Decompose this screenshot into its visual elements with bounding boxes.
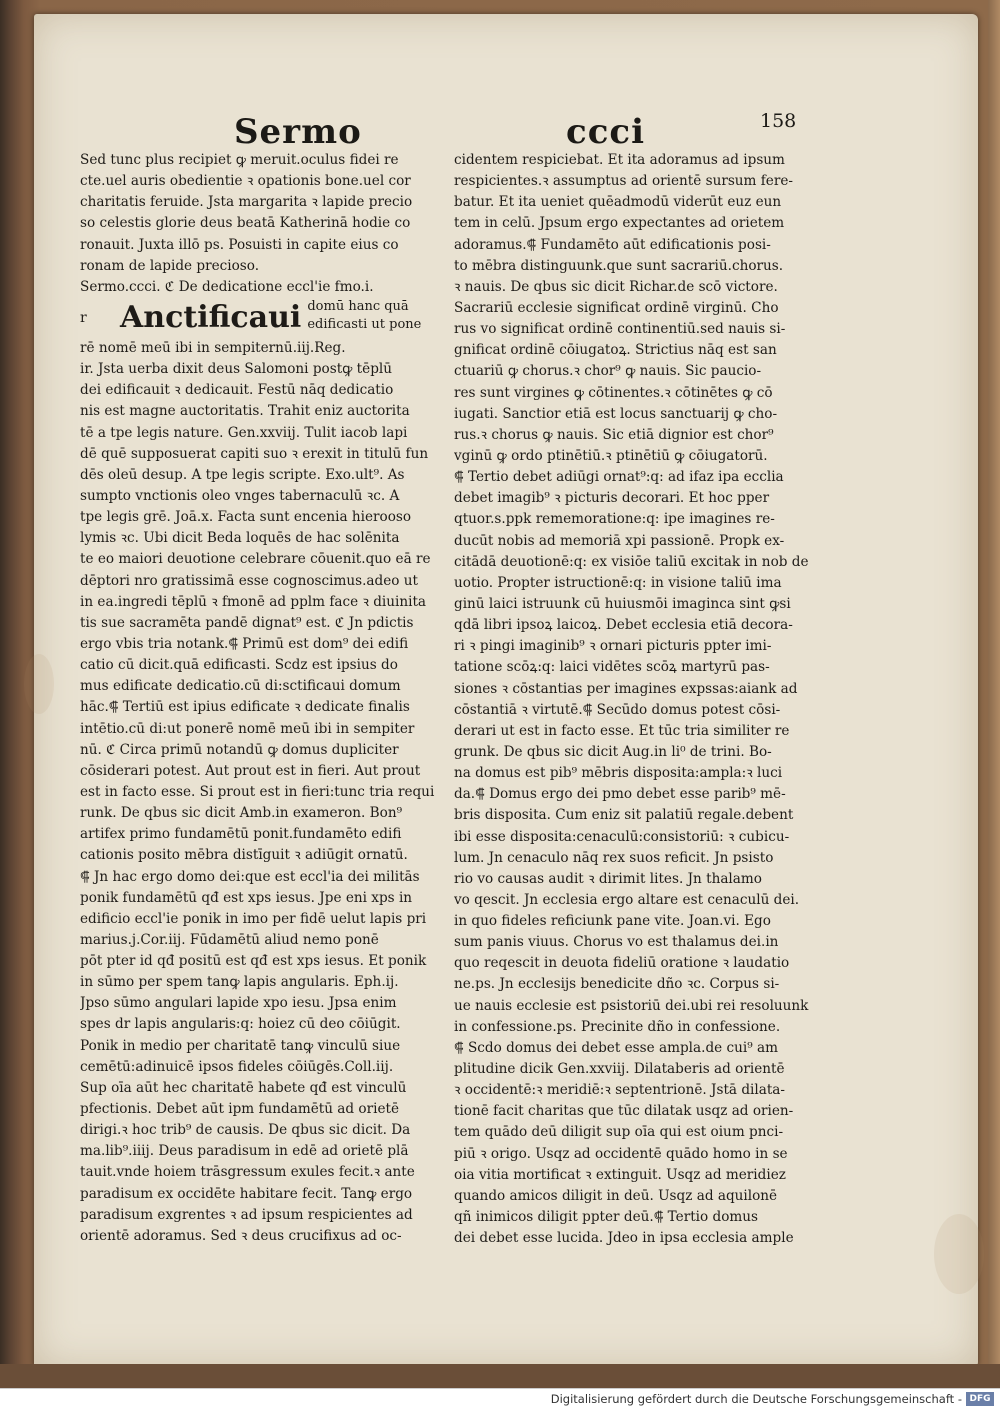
initial-continuation-line-2: edificasti ut pone [307, 316, 422, 332]
text-line: spes dr lapis angularis:q: hoiez cū deo cōiūgit. [80, 1016, 401, 1033]
text-line: batur. Et ita ueniet quēadmodū viderūt euz eun [454, 194, 782, 211]
right-column [454, 150, 810, 1249]
text-line: debet imagib⁹ ꝛ picturis decorari. Et hoc pper [454, 490, 770, 507]
text-line: tem in celū. Jpsum ergo expectantes ad orietem [454, 215, 785, 232]
dfg-logo: DFG [966, 1392, 994, 1406]
text-line: qdā libri ipsoꝝ laicoꝝ. Debet ecclesia etiā decora- [454, 617, 793, 634]
text-line: dei debet esse lucida. Jdeo in ipsa ecclesia ample [454, 1230, 794, 1247]
text-line: adoramus.⸿ Fundamēto aūt edificationis posi- [454, 236, 771, 253]
text-line: orientē adoramus. Sed ꝛ deus crucifixus ad oc- [80, 1227, 402, 1244]
text-line: vo qescit. Jn ecclesia ergo altare est cenaculū dei. [454, 891, 800, 908]
text-line: runk. De qbus sic dicit Amb.in exameron. Bon⁹ [80, 805, 403, 822]
text-line: tem quādo deū diligit sup oīa qui est oium pnci- [454, 1124, 784, 1141]
text-line: in ea.ingredi tēplū ꝛ fmonē ad pplm face ꝛ diuinita [80, 593, 427, 610]
text-line: ⸿ Scdo domus dei debet esse ampla.de cui⁹ am [454, 1039, 778, 1056]
left-column [80, 150, 450, 1247]
text-line: dē quē supposuerat capiti suo ꝛ erexit in titulū fun [80, 445, 429, 462]
text-line: Sermo.ccci. ℭ De dedicatione eccl'ie fmo.i. [80, 278, 374, 295]
text-line: cte.uel auris obedientie ꝛ opationis bone.uel cor [80, 173, 411, 190]
text-line: mus edificate dedicatio.cū di:sctificaui domum [80, 678, 401, 695]
text-line: rio vo causas audit ꝛ dirimit lites. Jn thalamo [454, 870, 762, 887]
text-line: tpe legis grē. Joā.x. Facta sunt encenia hierooso [80, 509, 412, 526]
folio-number: 158 [760, 110, 797, 132]
text-line: paradisum exgrentes ꝛ ad ipsum respicientes ad [80, 1206, 413, 1223]
initial-guide-letter: r [80, 309, 87, 326]
text-line: dirigi.ꝛ hoc trib⁹ de causis. De qbus sic dicit. Da [80, 1122, 411, 1139]
running-title: Sermo [234, 112, 362, 152]
text-line: dēs oleū desup. A tpe legis scripte. Exo.ult⁹. As [80, 466, 405, 483]
text-line: piū ꝛ origo. Usqz ad occidentē quādo homo in se [454, 1145, 788, 1162]
text-line: ponik fundamētū qđ est xps iesus. Jpe eni xps in [80, 889, 413, 906]
text-line: ergo vbis tria notank.⸿ Primū est dom⁹ dei edifi [80, 635, 409, 652]
text-line: ctuariū ꝙ chorus.ꝛ chor⁹ ꝙ nauis. Sic paucio- [454, 363, 762, 380]
text-line: vginū ꝙ ordo ptinētiū.ꝛ ptinētiū ꝙ cōiugatorū. [454, 447, 768, 464]
text-line: ⸿ Jn hac ergo domo dei:que est eccl'ia dei militās [80, 868, 420, 885]
text-line: Jpso sūmo angulari lapide xpo iesu. Jpsa enim [80, 995, 397, 1012]
initial-continuation-line-1: domū hanc quā [307, 298, 409, 314]
text-line: respicientes.ꝛ assumptus ad orientē sursum fere- [454, 173, 793, 190]
text-line: iugati. Sanctior etiā est locus sanctuarij ꝙ cho- [454, 405, 778, 422]
text-line: Sup oīa aūt hec charitatē habete qđ est vinculū [80, 1079, 407, 1096]
text-line: pfectionis. Debet aūt ipm fundamētū ad orietē [80, 1101, 400, 1118]
text-line: te eo maiori deuotione celebrare cōuenit.quo eā re [80, 551, 431, 568]
text-line: cemētū:adinuicē ipsos fideles cōiūgēs.Coll.iij. [80, 1058, 394, 1075]
text-line: lymis ꝛc. Ubi dicit Beda loquēs de hac solēnita [80, 530, 400, 547]
text-line: ue nauis ecclesie est psistoriū dei.ubi rei resoluunk [454, 997, 809, 1014]
text-line: sumpto vnctionis oleo vnges tabernaculū ꝛc. A [80, 487, 400, 504]
text-line: to mēbra distinguunk.que sunt sacrariū.chorus. [454, 257, 784, 274]
text-line: hāc.⸿ Tertiū est ipius edificate ꝛ dedicate finalis [80, 699, 410, 716]
text-line: derari ut est in facto esse. Et tūc tria similiter re [454, 722, 790, 739]
text-line: tauit.vnde hoiem trāsgressum exules fecit.ꝛ ante [80, 1164, 415, 1181]
text-line: qñ inimicos diligit ppter deū.⸿ Tertio domus [454, 1209, 759, 1226]
text-line: res sunt virgines ꝙ cōtinentes.ꝛ cōtinētes ꝙ cō [454, 384, 773, 401]
text-line: ir. Jsta uerba dixit deus Salomoni postꝙ tēplū [80, 361, 392, 378]
text-line: cōsiderari potest. Aut prout est in fieri. Aut prout [80, 762, 421, 779]
text-line: dēptori nro gratissimā esse cognoscimus.adeo ut [80, 572, 419, 589]
text-line: rē nomē meū ibi in sempiternū.iij.Reg. [80, 339, 346, 356]
text-line: tis sue sacramēta pandē dignat⁹ est. ℭ Jn pdictis [80, 614, 414, 631]
sermon-number: ccci [566, 112, 646, 152]
text-line: ma.lib⁹.iiij. Deus paradisum in edē ad orietē plā [80, 1143, 409, 1160]
text-line: charitatis feruide. Jsta margarita ꝛ lapide precio [80, 194, 413, 211]
text-line: rus vo significat ordinē continentiū.sed nauis si- [454, 321, 786, 338]
text-line: ronauit. Juxta illō ps. Posuisti in capite eius co [80, 236, 399, 253]
text-line: ꝛ occidentē:ꝛ meridiē:ꝛ septentrionē. Jstā dilata- [454, 1082, 785, 1099]
text-line: cōstantiā ꝛ virtutē.⸿ Secūdo domus potest cōsi- [454, 701, 781, 718]
text-line: artifex primo fundamētū ponit.fundamēto edifi [80, 826, 402, 843]
text-line: Sacrariū ecclesie significat ordinē virginū. Cho [454, 299, 779, 316]
text-line: in quo fideles reficiunk pane vite. Joan.vi. Ego [454, 913, 771, 930]
text-line: Ponik in medio per charitatē tanꝙ vinculū siue [80, 1037, 401, 1054]
decorated-initial-line [80, 298, 450, 338]
text-line: grunk. De qbus sic dicit Aug.in li⁰ de trini. Bo- [454, 743, 772, 760]
text-line: siones ꝛ cōstantias per imagines expssas:aiank ad [454, 680, 798, 697]
text-line: sum panis viuus. Chorus vo est thalamus dei.in [454, 934, 779, 951]
text-line: so celestis glorie deus beatā Katherinā hodie co [80, 215, 411, 232]
initial-continuation [307, 298, 421, 334]
text-line: ne.ps. Jn ecclesijs benedicite dño ꝛc. Corpus si- [454, 976, 780, 993]
text-line: plitudine dicik Gen.xxviij. Dilataberis ad orientē [454, 1061, 785, 1078]
text-line: ⸿ Tertio debet adiūgi ornat⁹:q: ad ifaz ipa ecclia [454, 469, 784, 486]
left-column-top-lines [80, 150, 450, 298]
text-line: catio cū dicit.quā edificasti. Scdz est ipsius do [80, 657, 398, 674]
decorated-initial-word: Anctificaui [120, 299, 302, 335]
text-line: ducūt nobis ad memoriā xpi passionē. Propk ex- [454, 532, 785, 549]
text-line: tatione scōꝝ:q: laici vidētes scōꝝ martyrū pas- [454, 659, 770, 676]
text-line: pōt pter id qđ positū est qđ est xps iesus. Et ponik [80, 953, 427, 970]
text-line: cationis posito mēbra distīguit ꝛ adiūgit ornatū. [80, 847, 408, 864]
text-line: tē a tpe legis nature. Gen.xxviij. Tulit iacob lapi [80, 424, 408, 441]
text-line: gnificat ordinē cōiugatoꝝ. Strictius nāq est san [454, 342, 777, 359]
text-line: citādā deuotionē:q: ex visiōe taliū excitak in nob de [454, 553, 809, 570]
text-line: marius.j.Cor.iij. Fūdamētū aliud nemo ponē [80, 931, 379, 948]
text-line: ronam de lapide precioso. [80, 257, 260, 274]
left-column-body-lines [80, 338, 450, 1247]
text-line: Sed tunc plus recipiet ꝙ meruit.oculus fidei re [80, 152, 399, 168]
text-line: ꝛ nauis. De qbus sic dicit Richar.de scō victore. [454, 278, 778, 295]
text-line: ri ꝛ pingi imaginib⁹ ꝛ ornari picturis ppter imi- [454, 638, 772, 655]
page-stain [934, 1214, 984, 1294]
funding-notice: Digitalisierung gefördert durch die Deutsche Forschungsgemeinschaft - [550, 1392, 962, 1406]
text-line: quando amicos diligit in deū. Usqz ad aquilonē [454, 1187, 778, 1204]
text-line: quo reqescit in deuota fideliū oratione ꝛ laudatio [454, 955, 790, 972]
text-line: ibi esse disposita:cenaculū:consistoriū: ꝛ cubicu- [454, 828, 790, 845]
text-line: ginū laici istruunk cū huiusmōi imaginca sint ꝙsi [454, 595, 791, 612]
text-line: in sūmo per spem tanꝙ lapis angularis. Eph.ij. [80, 974, 399, 991]
text-line: na domus est pib⁹ mēbris disposita:ampla:ꝛ luci [454, 765, 783, 782]
text-line: rus.ꝛ chorus ꝙ nauis. Sic etiā dignior est chor⁹ [454, 426, 774, 443]
text-line: bris disposita. Cum eniz sit palatiū regale.debent [454, 807, 794, 824]
text-line: in confessione.ps. Precinite dño in confessione. [454, 1018, 781, 1035]
text-line: qtuor.s.ppk rememoratione:q: ipe imagines re- [454, 511, 775, 528]
text-line: nū. ℭ Circa primū notandū ꝙ domus dupliciter [80, 741, 399, 758]
text-line: dei edificauit ꝛ dedicauit. Festū nāq dedicatio [80, 382, 394, 399]
text-line: da.⸿ Domus ergo dei pmo debet esse parib⁹ mē- [454, 786, 786, 803]
text-line: uotio. Propter istructionē:q: in visione taliū ima [454, 574, 782, 591]
text-line: paradisum ex occidēte habitare fecit. Tanꝙ ergo [80, 1185, 413, 1202]
text-line: oia vitia mortificat ꝛ extinguit. Usqz ad meridiez [454, 1166, 786, 1183]
text-line: intētio.cū di:ut ponerē nomē meū ibi in sempiter [80, 720, 415, 737]
footer-bar [0, 1388, 1000, 1410]
text-line: lum. Jn cenaculo nāq rex suos reficit. Jn psisto [454, 849, 774, 866]
text-line: nis est magne auctoritatis. Trahit eniz auctorita [80, 403, 410, 420]
text-line: tionē facit charitas que tūc dilatak usqz ad orien- [454, 1103, 794, 1120]
text-line: cidentem respiciebat. Et ita adoramus ad ipsum [454, 152, 785, 168]
text-line: edificio eccl'ie ponik in imo per fidē uelut lapis pri [80, 910, 427, 927]
page-stain [24, 654, 54, 714]
text-line: est in facto esse. Si prout est in fieri:tunc tria requi [80, 783, 435, 800]
